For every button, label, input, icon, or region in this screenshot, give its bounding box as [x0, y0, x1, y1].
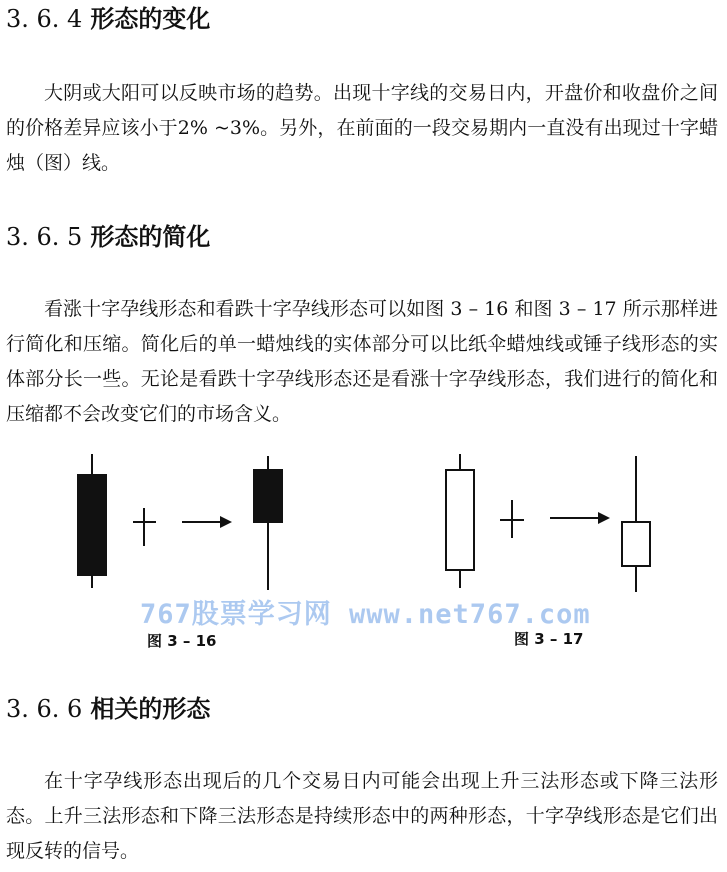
section-number: 3. 6. 5 — [6, 223, 83, 251]
figure-3-17-diagram — [430, 448, 660, 598]
fig17-long-white-candle — [446, 470, 474, 570]
section-number: 3. 6. 6 — [6, 695, 83, 723]
section-title: 形态的变化 — [90, 5, 211, 33]
section-heading-364 — [6, 4, 210, 34]
fig16-arrow-head — [220, 516, 232, 528]
section-title: 相关的形态 — [90, 695, 211, 723]
section-title: 形态的简化 — [90, 223, 211, 251]
section-paragraph-365: 看涨十字孕线形态和看跌十字孕线形态可以如图 3 – 16 和图 3 – 17 所示那样进行简化和压缩。简化后的单一蜡烛线的实体部分可以比纸伞蜡烛线或锤子线形态的实体部分长一些。无论是看跌十字孕线形态还是看涨十字孕线形态，我们进行的简化和压缩都不会改变它们的市场含义。 — [6, 298, 718, 425]
section-number: 3. 6. 4 — [6, 5, 83, 33]
site-watermark: 767股票学习网 www.net767.com — [140, 599, 591, 630]
figure-3-17-caption: 图 3 – 17 — [514, 630, 584, 648]
fig17-result-white-candle — [622, 522, 650, 566]
section-paragraph-364: 大阴或大阳可以反映市场的趋势。出现十字线的交易日内，开盘价和收盘价之间的价格差异应该小于2% ~3%。另外，在前面的一段交易期内一直没有出现过十字蜡烛（图）线。 — [6, 82, 718, 174]
figure-3-16-caption: 图 3 – 16 — [147, 632, 217, 650]
figure-3-16-diagram — [60, 448, 290, 598]
fig16-long-black-candle — [78, 475, 106, 575]
fig17-arrow-head — [598, 512, 610, 524]
section-heading-366 — [6, 694, 210, 724]
section-paragraph-366: 在十字孕线形态出现后的几个交易日内可能会出现上升三法形态或下降三法形态。上升三法形态和下降三法形态是持续形态中的两种形态，十字孕线形态是它们出现反转的信号。 — [6, 770, 718, 862]
fig16-result-black-candle — [254, 470, 282, 522]
section-heading-365 — [6, 222, 210, 252]
